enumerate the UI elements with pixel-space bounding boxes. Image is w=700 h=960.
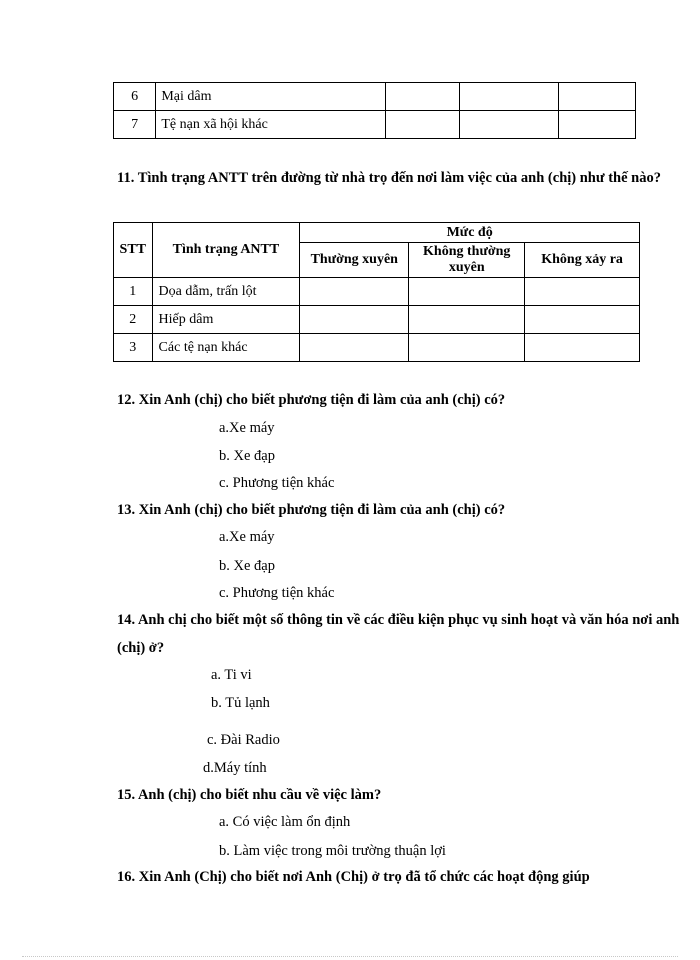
header-khong-xay-ra: Không xảy ra (525, 243, 640, 278)
page-bottom-divider (22, 956, 678, 957)
row-name: Dọa dẫm, trấn lột (152, 278, 300, 306)
q13-option-b[interactable]: b. Xe đạp (219, 558, 275, 574)
answer-cell[interactable] (525, 278, 640, 306)
header-khong-thuong-xuyen: Không thường xuyên (409, 243, 525, 278)
row-stt: 7 (114, 111, 156, 139)
q12-option-c[interactable]: c. Phương tiện khác (219, 475, 335, 491)
row-stt: 6 (114, 83, 156, 111)
answer-cell[interactable] (300, 334, 409, 362)
header-row (114, 223, 640, 243)
header-tinh-trang: Tình trạng ANTT (152, 223, 300, 278)
answer-cell[interactable] (409, 278, 525, 306)
table-row (114, 278, 640, 306)
answer-cell[interactable] (460, 111, 559, 139)
answer-cell[interactable] (409, 306, 525, 334)
answer-cell[interactable] (300, 278, 409, 306)
answer-cell[interactable] (559, 83, 636, 111)
row-name: Các tệ nạn khác (152, 334, 300, 362)
row-name: Hiếp dâm (152, 306, 300, 334)
q14-option-a[interactable]: a. Ti vi (211, 667, 252, 683)
question-15-title: 15. Anh (chị) cho biết nhu cầu về việc làm? (117, 787, 382, 803)
q14-option-c[interactable]: c. Đài Radio (207, 732, 280, 748)
q12-option-b[interactable]: b. Xe đạp (219, 448, 275, 464)
q15-option-a[interactable]: a. Có việc làm ổn định (219, 814, 351, 830)
answer-cell[interactable] (385, 83, 460, 111)
question-12-title: 12. Xin Anh (chị) cho biết phương tiện đi làm của anh (chị) có? (117, 392, 506, 408)
question-11-title: 11. Tình trạng ANTT trên đường từ nhà trọ đến nơi làm việc của anh (chị) như thế nào? (117, 170, 661, 186)
answer-cell[interactable] (559, 111, 636, 139)
q12-option-a[interactable]: a.Xe máy (219, 420, 275, 436)
answer-cell[interactable] (460, 83, 559, 111)
q14-option-d[interactable]: d.Máy tính (203, 760, 267, 776)
row-stt: 2 (114, 306, 153, 334)
question-14-title: 14. Anh chị cho biết một số thông tin về các điều kiện phục vụ sinh hoạt và văn hóa nơi anh (chị) ở? (117, 612, 680, 656)
q15-option-b[interactable]: b. Làm việc trong môi trường thuận lợi (219, 843, 446, 859)
question-13-title: 13. Xin Anh (chị) cho biết phương tiện đi làm của anh (chị) có? (117, 502, 506, 518)
row-stt: 3 (114, 334, 153, 362)
table-row (114, 83, 636, 111)
header-muc-do: Mức độ (300, 223, 640, 243)
security-situation-table (113, 222, 640, 362)
q14-option-b[interactable]: b. Tủ lạnh (211, 695, 270, 711)
table-row (114, 334, 640, 362)
table-row (114, 306, 640, 334)
row-name: Mại dâm (156, 83, 385, 111)
social-evils-table-continued (113, 82, 636, 139)
row-stt: 1 (114, 278, 153, 306)
question-16-title: 16. Xin Anh (Chị) cho biết nơi Anh (Chị) ở trọ đã tổ chức các hoạt động giúp (117, 869, 590, 885)
row-name: Tệ nạn xã hội khác (156, 111, 385, 139)
answer-cell[interactable] (409, 334, 525, 362)
answer-cell[interactable] (525, 306, 640, 334)
q13-option-c[interactable]: c. Phương tiện khác (219, 585, 335, 601)
table-row (114, 111, 636, 139)
answer-cell[interactable] (385, 111, 460, 139)
header-thuong-xuyen: Thường xuyên (300, 243, 409, 278)
answer-cell[interactable] (300, 306, 409, 334)
q13-option-a[interactable]: a.Xe máy (219, 529, 275, 545)
answer-cell[interactable] (525, 334, 640, 362)
header-stt: STT (114, 223, 153, 278)
